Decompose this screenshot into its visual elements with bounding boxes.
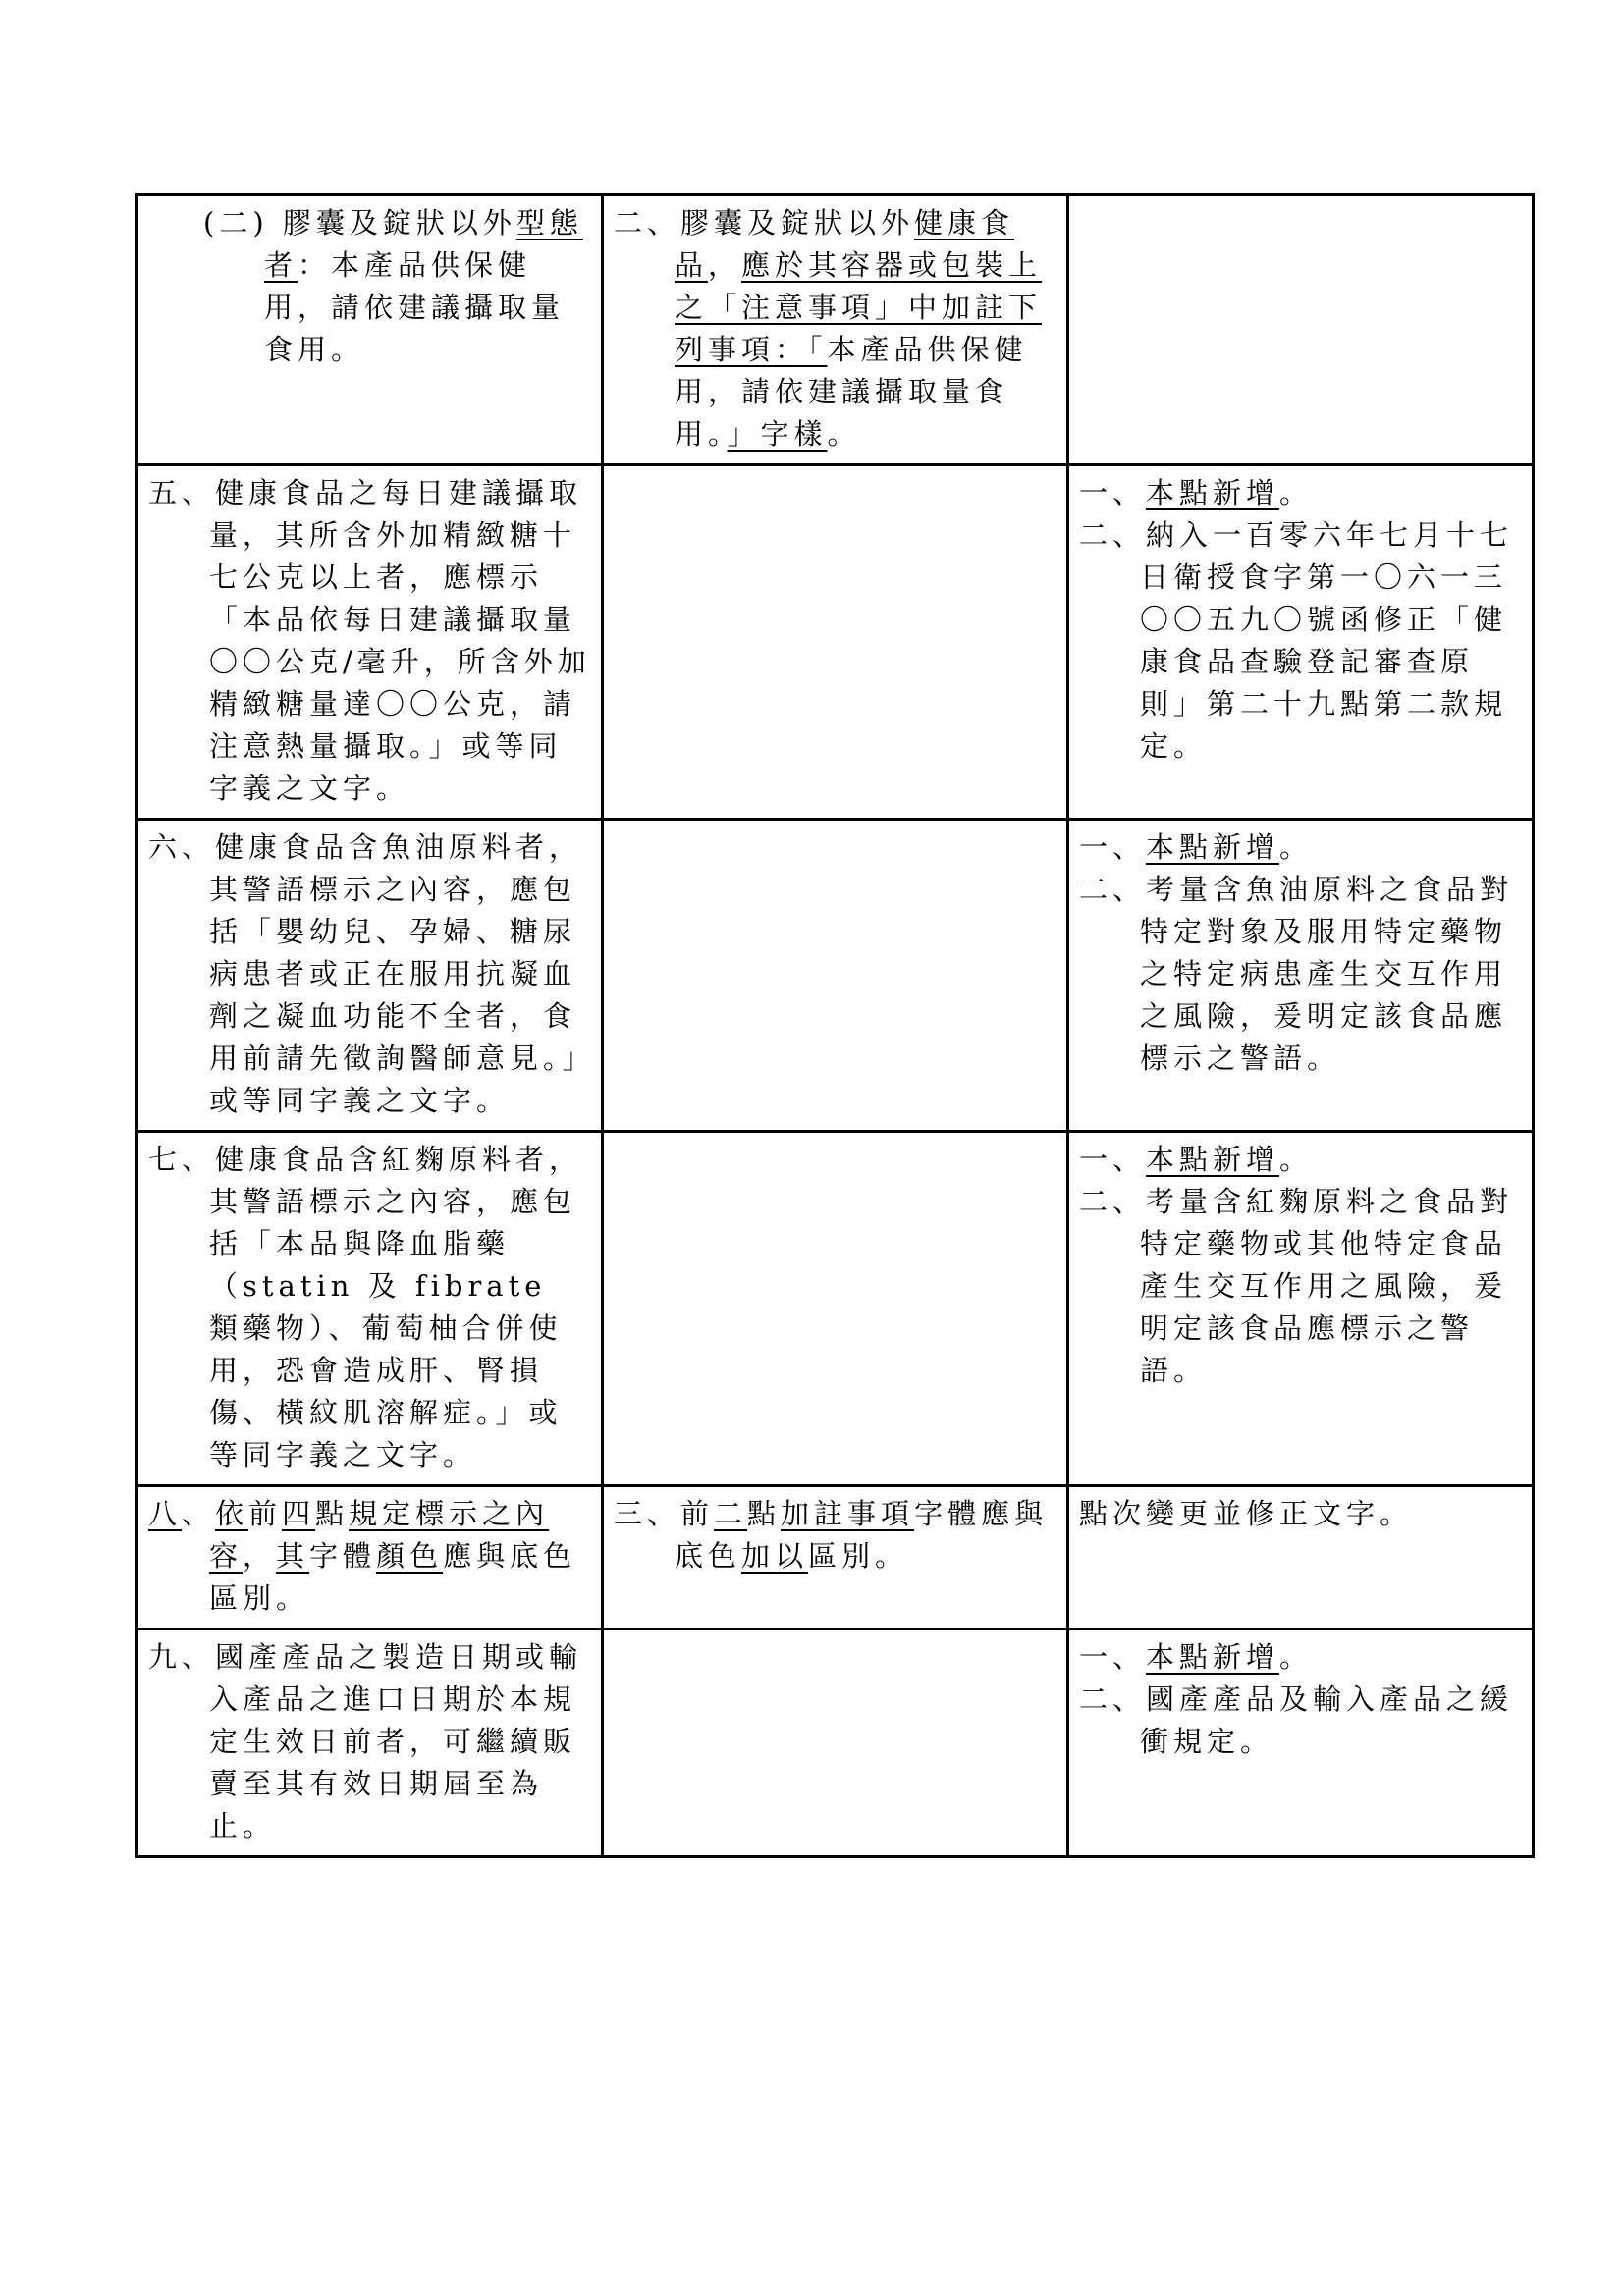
text-segment: 。 <box>1279 476 1314 509</box>
text-segment: 二、考量含魚油原料之食品對特定對象及服用特定藥物之特定病患產生交互作用之風險，爰明定該食品應標示之警語。 <box>1079 873 1514 1075</box>
table-row <box>137 1132 1534 1486</box>
explanation-cell <box>1068 195 1534 465</box>
table-row <box>137 1629 1534 1857</box>
text-segment: 二、考量含紅麴原料之食品對特定藥物或其他特定食品產生交互作用之風險，爰明定該食品應標示之警語。 <box>1079 1185 1514 1387</box>
explanation-item <box>1079 827 1524 869</box>
provision-text <box>148 472 593 810</box>
text-segment: 字體 <box>309 1539 377 1573</box>
text-segment: 二、國產產品及輸入產品之緩衝規定。 <box>1079 1682 1514 1758</box>
underlined-text: 健康食品 <box>675 206 1015 282</box>
amended-provision-cell <box>137 1132 603 1486</box>
amended-provision-cell <box>137 195 603 465</box>
text-segment: 一、 <box>1079 830 1147 864</box>
text-segment: 。 <box>1279 830 1314 864</box>
text-segment: ， <box>708 248 742 282</box>
amended-provision-cell <box>137 465 603 820</box>
provision-text <box>148 1636 593 1847</box>
text-segment: 六、健康食品含魚油原料者，其警語標示之內容，應包括「嬰幼兒、孕婦、糖尿病患者或正在服用抗凝血劑之凝血功能不全者，食用前請先徵詢醫師意見。」或等同字義之文字。 <box>148 830 583 1117</box>
text-segment: 一、 <box>1079 1143 1147 1176</box>
amended-provision-cell <box>137 820 603 1132</box>
underlined-text: 本點新增 <box>1146 830 1280 864</box>
underlined-text: 應於其容器或包裝上之「注意事項」中加註下列事項：「 <box>675 248 1043 366</box>
current-provision-cell <box>603 1486 1068 1629</box>
text-segment: 前 <box>248 1497 283 1530</box>
table-row <box>137 1486 1534 1629</box>
underlined-text: 型態者 <box>264 206 583 282</box>
text-segment: 七、健康食品含紅麴原料者，其警語標示之內容，應包括「本品與降血脂藥（statin 及 fibrate 類藥物）、葡萄柚合併使用，恐會造成肝、腎損傷、橫紋肌溶解症。」或等同字義之文字。 <box>148 1143 583 1471</box>
underlined-text: 八 <box>148 1497 183 1530</box>
text-segment: 二、納入一百零六年七月十七日衛授食字第一〇六一三〇〇五九〇號函修正「健康食品查驗登記審查原則」第二十九點第二款規定。 <box>1079 518 1514 763</box>
provision-text <box>148 202 593 371</box>
text-segment: 一、 <box>1079 1640 1147 1674</box>
explanation-item <box>1079 472 1524 514</box>
table-row <box>137 820 1534 1132</box>
amended-provision-cell <box>137 1629 603 1857</box>
explanation-item <box>1079 1636 1524 1679</box>
underlined-text: 依 <box>215 1497 249 1530</box>
explanation-item <box>1079 1493 1524 1535</box>
text-segment: 九、國產產品之製造日期或輸入產品之進口日期於本規定生效日前者，可繼續販賣至其有效日期屆至為止。 <box>148 1640 583 1842</box>
underlined-text: 本點新增 <box>1146 476 1280 509</box>
provision-text <box>614 1493 1058 1577</box>
text-segment: 五、健康食品之每日建議攝取量，其所含外加精緻糖十七公克以上者，應標示「本品依每日建議攝取量〇〇公克/毫升，所含外加精緻糖量達〇〇公克，請注意熱量攝取。」或等同字義之文字。 <box>148 476 591 805</box>
explanation-cell <box>1068 465 1534 820</box>
underlined-text: 本點新增 <box>1146 1143 1280 1176</box>
text-segment: 一、 <box>1079 476 1147 509</box>
explanation-cell <box>1068 1486 1534 1629</box>
explanation-cell <box>1068 1132 1534 1486</box>
underlined-text: 本點新增 <box>1146 1640 1280 1674</box>
provision-text <box>148 1493 593 1620</box>
current-provision-cell <box>603 1629 1068 1857</box>
underlined-text: 規定標示之內容 <box>209 1497 550 1573</box>
underlined-text: 顏色 <box>376 1539 444 1573</box>
explanation-item <box>1079 514 1524 768</box>
provision-text <box>148 1139 593 1476</box>
text-segment: 。 <box>1279 1640 1314 1674</box>
table-row <box>137 465 1534 820</box>
explanation-item <box>1079 1139 1524 1181</box>
underlined-text: 」字樣 <box>727 417 828 451</box>
text-segment: 字體應與底色 <box>675 1497 1049 1573</box>
text-segment: 二、膠囊及錠狀以外 <box>614 206 915 240</box>
current-provision-cell <box>603 820 1068 1132</box>
provision-text <box>148 827 593 1122</box>
text-segment: 、 <box>182 1497 216 1530</box>
table-row <box>137 195 1534 465</box>
text-segment: (二) 膠囊及錠狀以外 <box>203 206 516 240</box>
text-segment: 本產品供保健用，請依建議攝取量食用。 <box>675 333 1028 451</box>
text-segment: 點 <box>747 1497 782 1530</box>
underlined-text: 其 <box>276 1539 310 1573</box>
underlined-text: 加註事項 <box>781 1497 915 1530</box>
text-segment: 點 <box>315 1497 350 1530</box>
explanation-item <box>1079 1181 1524 1392</box>
text-segment: ：本產品供保健用，請依建議攝取量食用。 <box>264 248 566 366</box>
explanation-item <box>1079 1679 1524 1763</box>
comparison-table <box>135 193 1535 1858</box>
text-segment: 。 <box>1279 1143 1314 1176</box>
text-segment: ， <box>243 1539 277 1573</box>
underlined-text: 四 <box>282 1497 316 1530</box>
text-segment: 。 <box>827 417 861 451</box>
text-segment: 區別。 <box>808 1539 909 1573</box>
text-segment: 三、前 <box>614 1497 715 1530</box>
explanation-cell <box>1068 820 1534 1132</box>
text-segment: 點次變更並修正文字。 <box>1079 1497 1414 1530</box>
current-provision-cell <box>603 195 1068 465</box>
amended-provision-cell <box>137 1486 603 1629</box>
explanation-item <box>1079 869 1524 1080</box>
current-provision-cell <box>603 465 1068 820</box>
explanation-cell <box>1068 1629 1534 1857</box>
text-segment: 應與底色區別。 <box>209 1539 577 1615</box>
underlined-text: 二 <box>714 1497 748 1530</box>
provision-text <box>614 202 1058 455</box>
table-body <box>137 195 1534 1857</box>
current-provision-cell <box>603 1132 1068 1486</box>
underlined-text: 加以 <box>741 1539 809 1573</box>
